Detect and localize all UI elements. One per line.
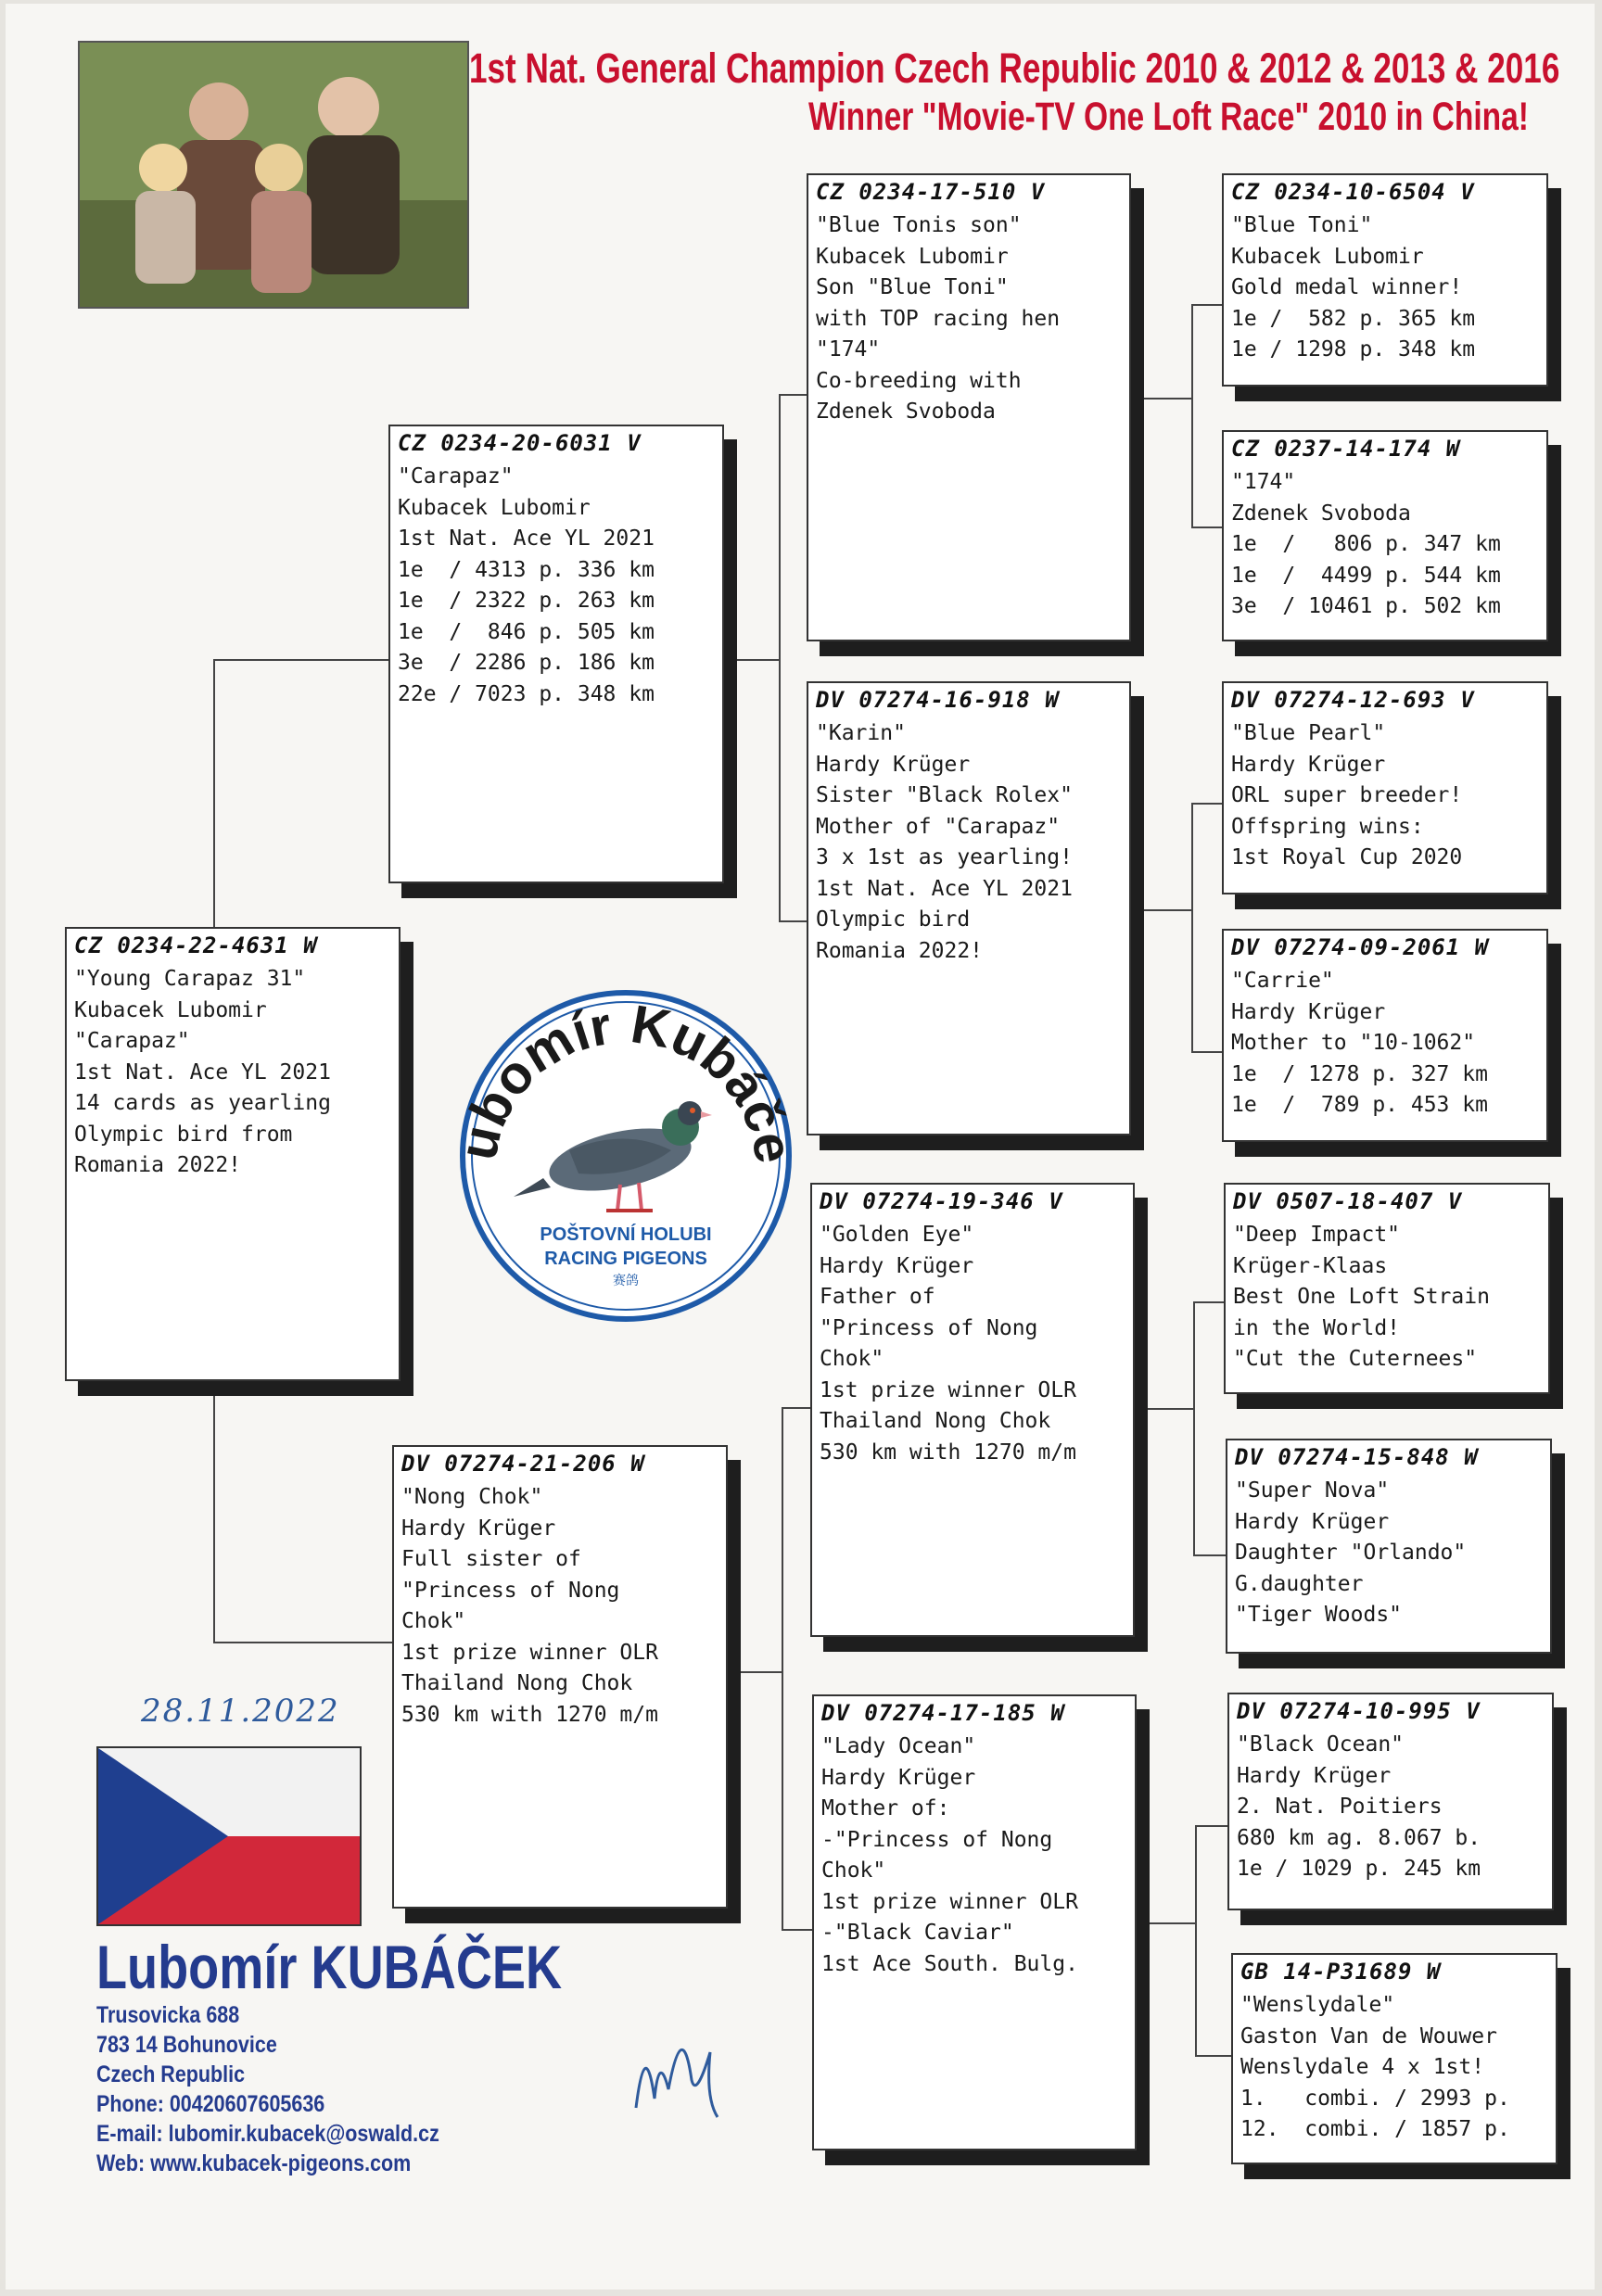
connector — [1193, 1554, 1227, 1556]
card-ggp-sds — [1222, 681, 1548, 894]
card-line: "Tiger Woods" — [1235, 1603, 1403, 1627]
card-line: Wenslydale 4 x 1st! — [1240, 2055, 1485, 2079]
card-ggp-dds — [1227, 1693, 1554, 1910]
card-line: 530 km with 1270 m/m — [820, 1440, 1076, 1465]
ring-number: GB 14-P31689 W — [1240, 1959, 1442, 1985]
card-line: Romania 2022! — [74, 1153, 242, 1177]
card-line: Chok" — [401, 1609, 466, 1633]
connector — [1191, 304, 1193, 528]
owner-country: Czech Republic — [96, 2061, 246, 2087]
card-line: Mother to "10-1062" — [1231, 1031, 1476, 1055]
card-line: 3 x 1st as yearling! — [816, 845, 1073, 869]
card-line: Olympic bird from — [74, 1122, 293, 1147]
card-line: Hardy Krüger — [816, 752, 971, 777]
card-line: 1e / 4499 p. 544 km — [1231, 563, 1501, 588]
owner-phone: Phone: 00420607605636 — [96, 2091, 325, 2117]
connector — [1131, 398, 1192, 400]
card-line: Hardy Krüger — [821, 1765, 976, 1790]
connector — [734, 1671, 782, 1673]
card-line: with TOP racing hen — [816, 306, 1061, 331]
card-line: Chok" — [821, 1858, 886, 1883]
headline-winner: Winner "Movie-TV One Loft Race" 2010 in China! — [808, 95, 1529, 139]
connector — [1131, 909, 1192, 911]
card-line: -"Princess of Nong — [821, 1827, 1053, 1852]
owner-web: Web: www.kubacek-pigeons.com — [96, 2150, 412, 2176]
ring-number: CZ 0237-14-174 W — [1231, 436, 1461, 462]
card-line: Hardy Krüger — [1237, 1763, 1392, 1788]
card-line: Mother of "Carapaz" — [816, 814, 1061, 839]
card-line: 1e / 1298 p. 348 km — [1231, 337, 1476, 362]
card-line: "174" — [816, 337, 881, 362]
card-line: 1st Nat. Ace YL 2021 — [74, 1059, 331, 1085]
card-line: Kubacek Lubomir — [74, 997, 267, 1022]
ring-number: DV 07274-19-346 V — [820, 1188, 1063, 1214]
card-line: "Deep Impact" — [1233, 1223, 1401, 1247]
card-line: 1st Nat. Ace YL 2021 — [816, 876, 1073, 901]
card-line: 14 cards as yearling — [74, 1091, 331, 1115]
card-line: G.daughter — [1235, 1571, 1364, 1596]
card-line: "Golden Eye" — [820, 1223, 974, 1247]
ring-number: DV 07274-10-995 V — [1237, 1698, 1481, 1724]
ring-number: DV 0507-18-407 V — [1233, 1188, 1463, 1214]
card-line: Zdenek Svoboda — [1231, 501, 1411, 526]
owner-address-city: 783 14 Bohunovice — [96, 2032, 277, 2058]
logo-line2: RACING PIGEONS — [544, 1249, 707, 1269]
card-line: 3e / 2286 p. 186 km — [398, 651, 655, 675]
card-line: 1e / 806 p. 347 km — [1231, 532, 1501, 556]
connector — [1191, 803, 1223, 805]
connector — [1191, 304, 1223, 306]
connector — [1191, 803, 1193, 1053]
card-line: 680 km ag. 8.067 b. — [1237, 1825, 1481, 1850]
family-photo — [78, 41, 469, 309]
connector — [1133, 1408, 1194, 1410]
card-line: "Cut the Cuternees" — [1233, 1347, 1478, 1371]
card-sire — [388, 425, 724, 883]
card-line: 1st prize winner OLR — [821, 1889, 1078, 1914]
card-line: "Wenslydale" — [1240, 1993, 1395, 2017]
card-line: Hardy Krüger — [1231, 999, 1386, 1024]
card-line: Hardy Krüger — [1231, 752, 1386, 777]
card-line: Daughter "Orlando" — [1235, 1541, 1467, 1565]
card-line: Krüger-Klaas — [1233, 1253, 1388, 1278]
card-line: "Carapaz" — [398, 464, 514, 488]
card-line: Best One Loft Strain — [1233, 1285, 1490, 1309]
connector — [1193, 1301, 1195, 1556]
card-line: Father of — [820, 1285, 935, 1309]
card-line: Co-breeding with — [816, 368, 1022, 393]
card-line: Zdenek Svoboda — [816, 400, 996, 424]
card-line: "Blue Tonis son" — [816, 213, 1022, 237]
card-dam — [392, 1445, 728, 1909]
card-line: 1st prize winner OLR — [820, 1377, 1076, 1402]
ring-number: DV 07274-12-693 V — [1231, 687, 1475, 713]
card-ggp-ssd — [1222, 430, 1548, 641]
connector — [782, 1929, 815, 1931]
card-line: Full sister of — [401, 1547, 581, 1571]
card-line: Hardy Krüger — [401, 1516, 556, 1541]
connector — [733, 659, 780, 661]
card-line: "Black Ocean" — [1237, 1732, 1405, 1757]
breeder-logo — [458, 988, 794, 1324]
card-line: "Super Nova" — [1235, 1478, 1390, 1503]
card-line: "Young Carapaz 31" — [74, 967, 306, 991]
card-line: 1e / 2322 p. 263 km — [398, 589, 655, 613]
card-line: 1st Ace South. Bulg. — [821, 1951, 1078, 1976]
connector — [779, 394, 781, 922]
card-sire-dam — [807, 681, 1131, 1135]
ring-number: CZ 0234-10-6504 V — [1231, 179, 1475, 205]
ring-number: DV 07274-16-918 W — [816, 687, 1060, 713]
card-line: "Carapaz" — [74, 1029, 190, 1053]
card-line: Chok" — [820, 1347, 884, 1371]
card-line: Gaston Van de Wouwer — [1240, 2023, 1497, 2049]
card-line: "Nong Chok" — [401, 1485, 543, 1509]
card-line: Sister "Black Rolex" — [816, 783, 1073, 807]
card-line: Thailand Nong Chok — [401, 1671, 633, 1695]
card-line: ORL super breeder! — [1231, 783, 1463, 807]
ring-number: CZ 0234-22-4631 W — [74, 932, 318, 958]
card-ggp-sdd — [1222, 929, 1548, 1142]
card-sire-sire — [807, 173, 1131, 641]
connector — [1195, 1825, 1197, 2057]
ring-number: CZ 0234-17-510 V — [816, 179, 1046, 205]
owner-name: Lubomír KUBÁČEK — [96, 1933, 563, 2001]
card-line: "Princess of Nong — [820, 1315, 1038, 1340]
card-line: Gold medal winner! — [1231, 275, 1463, 299]
card-line: 3e / 10461 p. 502 km — [1231, 594, 1501, 618]
card-line: Mother of: — [821, 1796, 950, 1820]
ring-number: CZ 0234-20-6031 V — [398, 430, 642, 456]
connector — [213, 1642, 393, 1643]
handwritten-date: 28.11.2022 — [141, 1693, 340, 1730]
card-line: 530 km with 1270 m/m — [401, 1702, 658, 1727]
card-line: "Carrie" — [1231, 969, 1334, 993]
connector — [1191, 1051, 1223, 1053]
card-line: "Blue Toni" — [1231, 213, 1373, 237]
connector — [1135, 1922, 1196, 1924]
card-line: 1st Royal Cup 2020 — [1231, 845, 1463, 869]
card-line: 12. combi. / 1857 p. — [1240, 2117, 1510, 2141]
card-line: 22e / 7023 p. 348 km — [398, 681, 655, 706]
headline-champion: 1st Nat. General Champion Czech Republic 2010 & 2012 & 2013 & 2016 — [469, 44, 1560, 92]
czech-flag — [96, 1746, 362, 1926]
ring-number: DV 07274-09-2061 W — [1231, 934, 1490, 960]
signature — [617, 1997, 729, 2126]
card-line: Son "Blue Toni" — [816, 275, 1009, 299]
card-line: "Blue Pearl" — [1231, 721, 1386, 745]
pedigree-sheet — [6, 4, 1595, 2290]
card-line: Offspring wins: — [1231, 814, 1424, 839]
card-line: 1. combi. / 2993 p. — [1240, 2086, 1510, 2111]
card-line: 2. Nat. Poitiers — [1237, 1795, 1443, 1819]
card-line: Hardy Krüger — [820, 1253, 974, 1278]
card-line: "Princess of Nong — [401, 1578, 620, 1603]
ring-number: DV 07274-15-848 W — [1235, 1444, 1479, 1470]
connector — [213, 659, 389, 661]
connector — [1195, 1825, 1228, 1827]
card-line: Kubacek Lubomir — [1231, 244, 1424, 269]
card-line: "Karin" — [816, 721, 906, 745]
card-subject — [65, 927, 400, 1381]
connector — [213, 1391, 215, 1643]
owner-email: E-mail: lubomir.kubacek@oswald.cz — [96, 2121, 439, 2147]
card-ggp-dss — [1224, 1183, 1550, 1394]
card-line: Romania 2022! — [816, 938, 984, 963]
ring-number: DV 07274-21-206 W — [401, 1451, 645, 1477]
card-ggp-ddd — [1231, 1953, 1558, 2164]
connector — [782, 1407, 783, 1931]
card-line: 1e / 789 p. 453 km — [1231, 1093, 1488, 1117]
card-dam-dam — [812, 1694, 1137, 2150]
ring-number: DV 07274-17-185 W — [821, 1700, 1065, 1726]
card-line: -"Black Caviar" — [821, 1921, 1014, 1945]
card-dam-sire — [810, 1183, 1135, 1637]
card-line: Kubacek Lubomir — [816, 244, 1009, 269]
card-line: "Lady Ocean" — [821, 1734, 976, 1758]
card-line: 1e / 1278 p. 327 km — [1231, 1061, 1488, 1086]
logo-chinese: 赛鸽 — [613, 1274, 639, 1288]
card-line: Thailand Nong Chok — [820, 1409, 1051, 1433]
card-line: 1st prize winner OLR — [401, 1640, 658, 1665]
card-line: 1st Nat. Ace YL 2021 — [398, 526, 655, 551]
owner-address-street: Trusovicka 688 — [96, 2002, 240, 2028]
logo-arc-name: bomír Kubáč — [458, 994, 794, 1141]
card-line: Olympic bird — [816, 907, 971, 932]
connector — [213, 659, 215, 928]
connector — [1193, 1301, 1227, 1303]
card-line: "174" — [1231, 470, 1296, 494]
card-ggp-sss — [1222, 173, 1548, 387]
card-line: Hardy Krüger — [1235, 1509, 1390, 1534]
card-line: 1e / 846 p. 505 km — [398, 619, 655, 644]
card-line: Kubacek Lubomir — [398, 495, 591, 520]
card-line: 1e / 582 p. 365 km — [1231, 306, 1476, 331]
card-line: 1e / 4313 p. 336 km — [398, 557, 655, 582]
card-line: in the World! — [1233, 1315, 1401, 1340]
connector — [1195, 2055, 1232, 2057]
connector — [1191, 526, 1223, 528]
card-ggp-dsd — [1226, 1439, 1552, 1654]
card-line: 1e / 1029 p. 245 km — [1237, 1857, 1481, 1881]
logo-line1: POŠTOVNÍ HOLUBI — [540, 1224, 712, 1245]
